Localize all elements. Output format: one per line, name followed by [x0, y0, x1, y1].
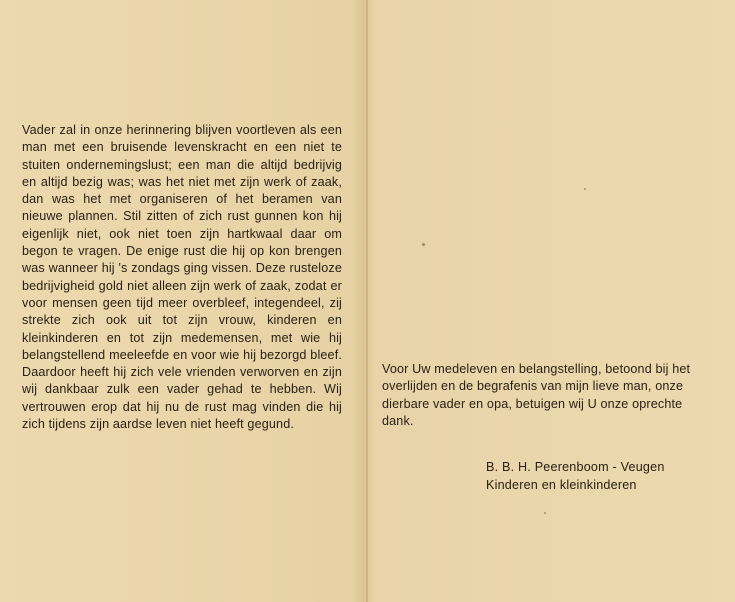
- paper-speck: [544, 512, 546, 514]
- left-panel: [22, 122, 342, 433]
- signature: [486, 458, 716, 494]
- signature-name: B. B. H. Peerenboom - Veugen: [486, 460, 665, 474]
- right-panel: [382, 361, 714, 430]
- thanks-text: Voor Uw medeleven en belangstelling, betoond bij het overlijden en de begrafenis van mijn lieve man, onze dierbare vader en opa, betuigen wij U onze oprechte dank.: [382, 362, 691, 428]
- signature-family: Kinderen en kleinkinderen: [486, 478, 637, 492]
- paper-speck: [422, 243, 425, 246]
- card-fold: [366, 0, 368, 602]
- paper-speck: [584, 188, 586, 190]
- memorial-text: Vader zal in onze herinnering blijven voortleven als een man met een bruisende levenskracht en een niet te stuiten ondernemingslust; een man die altijd bedrijvig en altijd bezig was; was het niet met zijn werk of zaak, dan was het met organiseren of het beramen van nieuwe plannen. Stil zitten of zich rust gunnen kon hij eigenlijk niet, ook niet toen zijn hartkwaal daar om begon te vragen. De enige rust die hij op kon brengen was wanneer hij 's zondags ging vissen. Deze rusteloze bedrijvigheid gold niet alleen zijn werk of zaak, zodat er voor mensen geen tijd meer overbleef, integendeel, zij strekte zich ook uit tot zijn vrouw, kinderen en kleinkinderen en tot zijn medemensen, met wie hij belangstellend meeleefde en voor wie hij bezorgd bleef. Daardoor heeft hij zich vele vrienden verworven en zijn wij dankbaar zulk een vader gehad te hebben. Wij vertrouwen erop dat hij nu de rust mag vinden die hij zich tijdens zijn aardse leven niet heeft gegund.: [22, 123, 342, 432]
